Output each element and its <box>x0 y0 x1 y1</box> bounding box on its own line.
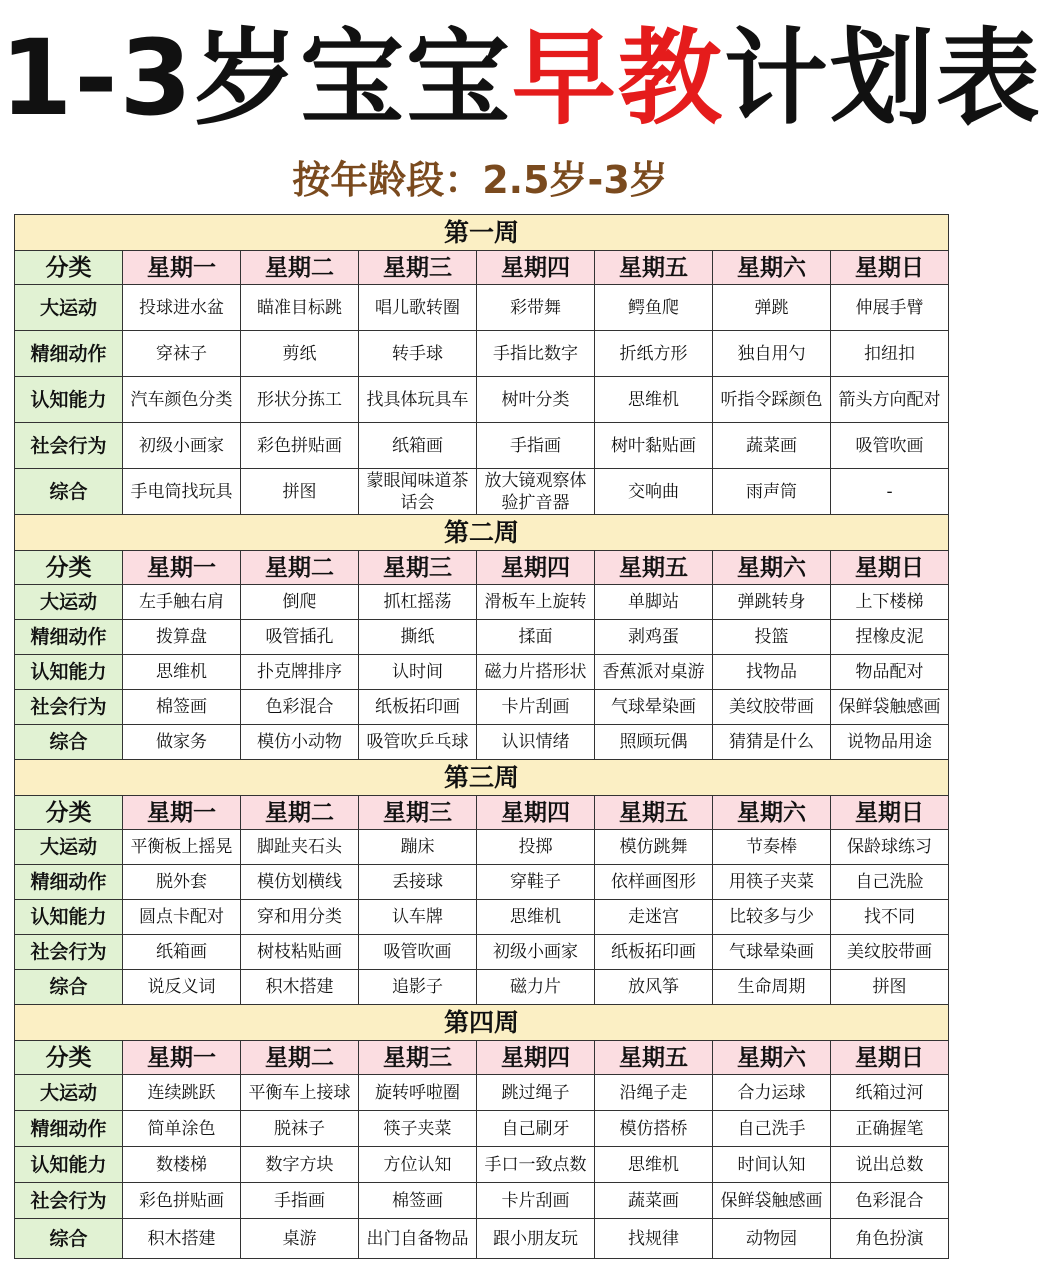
activity-cell: 自己洗脸 <box>831 865 949 900</box>
activity-cell: 模仿跳舞 <box>595 830 713 865</box>
activity-cell: 说出总数 <box>831 1147 949 1183</box>
activity-row <box>15 585 949 620</box>
day-header: 星期三 <box>359 251 477 285</box>
activity-row <box>15 1147 949 1183</box>
activity-cell: 剪纸 <box>241 331 359 377</box>
activity-cell: 瞄准目标跳 <box>241 285 359 331</box>
activity-cell: 思维机 <box>595 1147 713 1183</box>
activity-cell: 说物品用途 <box>831 725 949 760</box>
activity-cell: 穿袜子 <box>123 331 241 377</box>
category-label: 大运动 <box>15 830 123 865</box>
activity-cell: 生命周期 <box>713 970 831 1005</box>
activity-cell: 雨声筒 <box>713 469 831 515</box>
category-header: 分类 <box>15 251 123 285</box>
day-header: 星期五 <box>595 551 713 585</box>
activity-cell: 彩色拼贴画 <box>123 1183 241 1219</box>
category-label: 精细动作 <box>15 865 123 900</box>
activity-cell: 思维机 <box>595 377 713 423</box>
category-label: 综合 <box>15 1219 123 1259</box>
activity-cell: 蒙眼闻味道茶话会 <box>359 469 477 515</box>
activity-cell: 找规律 <box>595 1219 713 1259</box>
title-suffix: 计划表 <box>723 17 1042 139</box>
schedule-table-wrapper <box>14 214 948 1259</box>
category-label: 社会行为 <box>15 935 123 970</box>
category-label: 精细动作 <box>15 620 123 655</box>
activity-row <box>15 1075 949 1111</box>
activity-row <box>15 331 949 377</box>
category-label: 社会行为 <box>15 1183 123 1219</box>
activity-cell: 美纹胶带画 <box>831 935 949 970</box>
week-row <box>15 515 949 551</box>
activity-cell: 伸展手臂 <box>831 285 949 331</box>
day-header: 星期日 <box>831 1041 949 1075</box>
category-header: 分类 <box>15 551 123 585</box>
activity-cell: 色彩混合 <box>241 690 359 725</box>
category-label: 大运动 <box>15 1075 123 1111</box>
day-header: 星期日 <box>831 796 949 830</box>
activity-cell: 节奏棒 <box>713 830 831 865</box>
activity-cell: 思维机 <box>123 655 241 690</box>
activity-row <box>15 469 949 515</box>
day-header: 星期四 <box>477 796 595 830</box>
activity-cell: 认识情绪 <box>477 725 595 760</box>
activity-row <box>15 1219 949 1259</box>
activity-row <box>15 1111 949 1147</box>
activity-cell: 彩色拼贴画 <box>241 423 359 469</box>
category-label: 综合 <box>15 970 123 1005</box>
activity-cell: 扣纽扣 <box>831 331 949 377</box>
activity-cell: 树叶黏贴画 <box>595 423 713 469</box>
activity-row <box>15 690 949 725</box>
activity-cell: 吸管吹画 <box>359 935 477 970</box>
category-label: 认知能力 <box>15 377 123 423</box>
day-header: 星期日 <box>831 551 949 585</box>
category-label: 精细动作 <box>15 1111 123 1147</box>
activity-cell: 蔬菜画 <box>595 1183 713 1219</box>
activity-cell: 圆点卡配对 <box>123 900 241 935</box>
activity-cell: 吸管插孔 <box>241 620 359 655</box>
activity-cell: 依样画图形 <box>595 865 713 900</box>
activity-row <box>15 900 949 935</box>
schedule-body <box>15 215 949 1259</box>
activity-cell: 猜猜是什么 <box>713 725 831 760</box>
activity-cell: 模仿搭桥 <box>595 1111 713 1147</box>
activity-cell: 色彩混合 <box>831 1183 949 1219</box>
activity-row <box>15 620 949 655</box>
activity-cell: 棉签画 <box>359 1183 477 1219</box>
activity-row <box>15 865 949 900</box>
activity-cell: 磁力片搭形状 <box>477 655 595 690</box>
activity-cell: 物品配对 <box>831 655 949 690</box>
category-header: 分类 <box>15 796 123 830</box>
activity-cell: 投球进水盆 <box>123 285 241 331</box>
day-header: 星期四 <box>477 551 595 585</box>
activity-cell: 脱外套 <box>123 865 241 900</box>
activity-cell: 数字方块 <box>241 1147 359 1183</box>
day-header: 星期五 <box>595 1041 713 1075</box>
activity-cell: 吸管吹乒乓球 <box>359 725 477 760</box>
activity-cell: 方位认知 <box>359 1147 477 1183</box>
activity-row <box>15 377 949 423</box>
activity-cell: 初级小画家 <box>123 423 241 469</box>
day-header: 星期一 <box>123 551 241 585</box>
activity-cell: 走迷宫 <box>595 900 713 935</box>
activity-cell: 形状分拣工 <box>241 377 359 423</box>
activity-cell: 彩带舞 <box>477 285 595 331</box>
title-prefix: 1-3岁宝宝 <box>0 17 512 139</box>
activity-cell: 单脚站 <box>595 585 713 620</box>
activity-cell: 卡片刮画 <box>477 1183 595 1219</box>
day-header: 星期六 <box>713 1041 831 1075</box>
activity-cell: 时间认知 <box>713 1147 831 1183</box>
page-title <box>0 17 1042 139</box>
day-header: 星期二 <box>241 1041 359 1075</box>
activity-cell: 保鲜袋触感画 <box>831 690 949 725</box>
category-label: 社会行为 <box>15 690 123 725</box>
activity-row <box>15 423 949 469</box>
activity-cell: 模仿小动物 <box>241 725 359 760</box>
activity-cell: 投篮 <box>713 620 831 655</box>
activity-cell: 积木搭建 <box>241 970 359 1005</box>
activity-cell: 脚趾夹石头 <box>241 830 359 865</box>
activity-cell: 纸板拓印画 <box>595 935 713 970</box>
activity-cell: 比较多与少 <box>713 900 831 935</box>
day-header: 星期日 <box>831 251 949 285</box>
activity-cell: 拨算盘 <box>123 620 241 655</box>
activity-cell: 投掷 <box>477 830 595 865</box>
activity-cell: 筷子夹菜 <box>359 1111 477 1147</box>
category-label: 社会行为 <box>15 423 123 469</box>
week-row <box>15 760 949 796</box>
week-label: 第一周 <box>15 215 949 251</box>
activity-row <box>15 725 949 760</box>
activity-cell: 积木搭建 <box>123 1219 241 1259</box>
activity-cell: 气球晕染画 <box>713 935 831 970</box>
week-label: 第四周 <box>15 1005 949 1041</box>
category-label: 大运动 <box>15 585 123 620</box>
activity-cell: 出门自备物品 <box>359 1219 477 1259</box>
activity-cell: 抓杠摇荡 <box>359 585 477 620</box>
activity-cell: 棉签画 <box>123 690 241 725</box>
day-header: 星期一 <box>123 796 241 830</box>
activity-cell: 放风筝 <box>595 970 713 1005</box>
activity-cell: 手电筒找玩具 <box>123 469 241 515</box>
activity-cell: 连续跳跃 <box>123 1075 241 1111</box>
day-header: 星期六 <box>713 251 831 285</box>
activity-cell: 卡片刮画 <box>477 690 595 725</box>
activity-cell: 认车牌 <box>359 900 477 935</box>
week-row <box>15 1005 949 1041</box>
activity-cell: 揉面 <box>477 620 595 655</box>
activity-cell: 撕纸 <box>359 620 477 655</box>
activity-cell: 用筷子夹菜 <box>713 865 831 900</box>
day-header: 星期二 <box>241 796 359 830</box>
activity-cell: 倒爬 <box>241 585 359 620</box>
activity-cell: 旋转呼啦圈 <box>359 1075 477 1111</box>
activity-cell: 保龄球练习 <box>831 830 949 865</box>
activity-cell: 上下楼梯 <box>831 585 949 620</box>
activity-cell: 追影子 <box>359 970 477 1005</box>
activity-cell: 正确握笔 <box>831 1111 949 1147</box>
activity-row <box>15 655 949 690</box>
day-header: 星期六 <box>713 796 831 830</box>
week-row <box>15 215 949 251</box>
activity-cell: 汽车颜色分类 <box>123 377 241 423</box>
activity-cell: 纸箱画 <box>123 935 241 970</box>
activity-cell: 找物品 <box>713 655 831 690</box>
activity-cell: 交响曲 <box>595 469 713 515</box>
activity-cell: 弹跳转身 <box>713 585 831 620</box>
day-header: 星期五 <box>595 796 713 830</box>
category-label: 精细动作 <box>15 331 123 377</box>
activity-cell: 穿和用分类 <box>241 900 359 935</box>
activity-cell: 角色扮演 <box>831 1219 949 1259</box>
activity-row <box>15 935 949 970</box>
activity-cell: 找不同 <box>831 900 949 935</box>
activity-cell: 自己洗手 <box>713 1111 831 1147</box>
category-label: 认知能力 <box>15 655 123 690</box>
activity-cell: 说反义词 <box>123 970 241 1005</box>
day-header: 星期四 <box>477 1041 595 1075</box>
activity-cell: 蹦床 <box>359 830 477 865</box>
activity-cell: 初级小画家 <box>477 935 595 970</box>
week-label: 第三周 <box>15 760 949 796</box>
activity-cell: 丢接球 <box>359 865 477 900</box>
activity-row <box>15 970 949 1005</box>
category-label: 认知能力 <box>15 1147 123 1183</box>
day-header: 星期三 <box>359 796 477 830</box>
activity-cell: 纸板拓印画 <box>359 690 477 725</box>
activity-cell: 模仿划横线 <box>241 865 359 900</box>
activity-row <box>15 830 949 865</box>
day-header: 星期二 <box>241 551 359 585</box>
day-header: 星期一 <box>123 1041 241 1075</box>
day-header: 星期六 <box>713 551 831 585</box>
age-range-subtitle: 按年龄段：2.5岁-3岁 <box>292 158 668 202</box>
activity-cell: 沿绳子走 <box>595 1075 713 1111</box>
activity-cell: 唱儿歌转圈 <box>359 285 477 331</box>
day-header-row <box>15 551 949 585</box>
activity-cell: 手口一致点数 <box>477 1147 595 1183</box>
activity-cell: 独自用勺 <box>713 331 831 377</box>
category-label: 综合 <box>15 469 123 515</box>
activity-cell: 鳄鱼爬 <box>595 285 713 331</box>
activity-row <box>15 285 949 331</box>
week-label: 第二周 <box>15 515 949 551</box>
activity-cell: 箭头方向配对 <box>831 377 949 423</box>
activity-cell: 脱袜子 <box>241 1111 359 1147</box>
activity-cell: - <box>831 469 949 515</box>
day-header: 星期三 <box>359 1041 477 1075</box>
activity-cell: 树叶分类 <box>477 377 595 423</box>
activity-row <box>15 1183 949 1219</box>
activity-cell: 平衡板上摇晃 <box>123 830 241 865</box>
activity-cell: 合力运球 <box>713 1075 831 1111</box>
activity-cell: 蔬菜画 <box>713 423 831 469</box>
activity-cell: 做家务 <box>123 725 241 760</box>
schedule-table <box>14 214 949 1259</box>
activity-cell: 香蕉派对桌游 <box>595 655 713 690</box>
activity-cell: 剥鸡蛋 <box>595 620 713 655</box>
day-header: 星期二 <box>241 251 359 285</box>
activity-cell: 纸箱过河 <box>831 1075 949 1111</box>
activity-cell: 桌游 <box>241 1219 359 1259</box>
activity-cell: 跟小朋友玩 <box>477 1219 595 1259</box>
activity-cell: 拼图 <box>831 970 949 1005</box>
activity-cell: 拼图 <box>241 469 359 515</box>
activity-cell: 弹跳 <box>713 285 831 331</box>
activity-cell: 手指画 <box>477 423 595 469</box>
title-accent: 早教 <box>511 17 724 139</box>
category-label: 综合 <box>15 725 123 760</box>
day-header: 星期三 <box>359 551 477 585</box>
activity-cell: 纸箱画 <box>359 423 477 469</box>
day-header: 星期五 <box>595 251 713 285</box>
activity-cell: 手指画 <box>241 1183 359 1219</box>
activity-cell: 认时间 <box>359 655 477 690</box>
activity-cell: 照顾玩偶 <box>595 725 713 760</box>
day-header-row <box>15 1041 949 1075</box>
activity-cell: 平衡车上接球 <box>241 1075 359 1111</box>
day-header: 星期一 <box>123 251 241 285</box>
category-header: 分类 <box>15 1041 123 1075</box>
activity-cell: 左手触右肩 <box>123 585 241 620</box>
activity-cell: 扑克牌排序 <box>241 655 359 690</box>
activity-cell: 捏橡皮泥 <box>831 620 949 655</box>
day-header: 星期四 <box>477 251 595 285</box>
activity-cell: 穿鞋子 <box>477 865 595 900</box>
day-header-row <box>15 251 949 285</box>
activity-cell: 美纹胶带画 <box>713 690 831 725</box>
activity-cell: 手指比数字 <box>477 331 595 377</box>
activity-cell: 数楼梯 <box>123 1147 241 1183</box>
activity-cell: 吸管吹画 <box>831 423 949 469</box>
category-label: 大运动 <box>15 285 123 331</box>
activity-cell: 找具体玩具车 <box>359 377 477 423</box>
activity-cell: 简单涂色 <box>123 1111 241 1147</box>
activity-cell: 滑板车上旋转 <box>477 585 595 620</box>
activity-cell: 转手球 <box>359 331 477 377</box>
activity-cell: 放大镜观察体验扩音器 <box>477 469 595 515</box>
activity-cell: 保鲜袋触感画 <box>713 1183 831 1219</box>
category-label: 认知能力 <box>15 900 123 935</box>
activity-cell: 树枝粘贴画 <box>241 935 359 970</box>
activity-cell: 自己刷牙 <box>477 1111 595 1147</box>
day-header-row <box>15 796 949 830</box>
activity-cell: 动物园 <box>713 1219 831 1259</box>
activity-cell: 气球晕染画 <box>595 690 713 725</box>
activity-cell: 磁力片 <box>477 970 595 1005</box>
activity-cell: 听指令踩颜色 <box>713 377 831 423</box>
activity-cell: 折纸方形 <box>595 331 713 377</box>
activity-cell: 思维机 <box>477 900 595 935</box>
activity-cell: 跳过绳子 <box>477 1075 595 1111</box>
